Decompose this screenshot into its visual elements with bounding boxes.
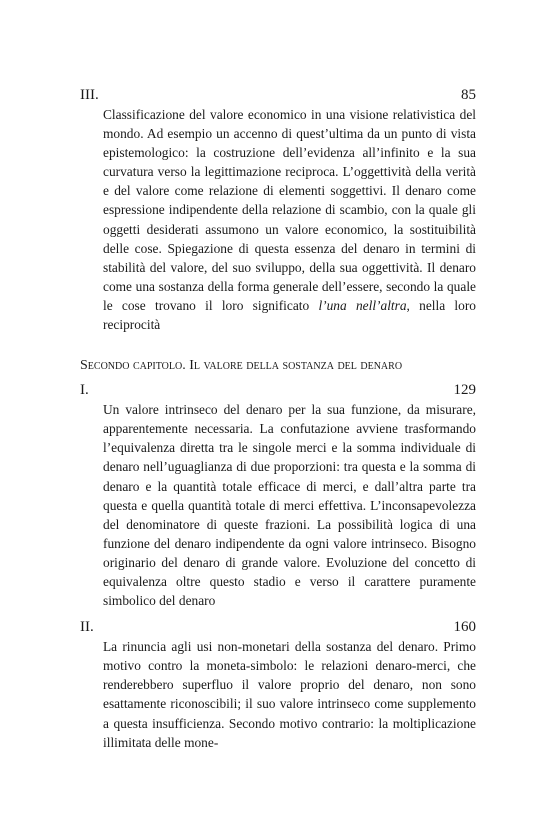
section-page-number: 129	[453, 382, 476, 399]
section-summary: La rinuncia agli usi non-monetari della sostanza del denaro. Primo motivo contro la moneta-simbolo: le relazioni denaro-merci, che renderebbero superfluo il valore proprio del denaro, non sono esattamente riconoscibili; il suo valore intrinseco come supplemento a questa insufficienza. Secondo motivo contrario: la moltiplicazione illimitata delle mone-	[103, 639, 476, 750]
section-summary-italic: l’una nell’altra	[318, 297, 407, 313]
table-of-contents-page	[80, 86, 476, 752]
section-page-number: 85	[461, 87, 476, 103]
section-numeral: II.	[80, 619, 94, 636]
section-summary	[103, 105, 476, 334]
chapter-title	[80, 356, 476, 375]
chapter-title-text: Secondo capitolo. Il valore della sostanza del denaro	[80, 358, 403, 374]
section-summary-text: Classificazione del valore economico in una visione relativistica del mondo. Ad esempio un accenno di quest’ultima da un punto di vista epistemologico: la costruzione dell’evidenza all’infinito e la sua curvatura verso la legittimazione reciproca. L’oggettività della verità e del valore come relazione di elementi soggettivi. Il denaro come espressione indipendente della relazione di scambio, con la quale gli oggetti desiderati assumono un valore economico, la sostituibilità delle cose. Spiegazione di questa essenza del denaro in termini di stabilità del valore, del suo sviluppo, della sua oggettività. Il denaro come una sostanza della forma generale dell’essere, secondo la quale le cose trovano il loro significato	[103, 107, 476, 313]
section-numeral: III.	[80, 87, 99, 103]
section-summary: Un valore intrinseco del denaro per la sua funzione, da misurare, apparentemente necessaria. La confutazione avviene trasformando l’equivalenza diretta tra le singole merci e la somma individuale di denaro nell’uguaglianza di due proporzioni: tra questa e la somma di denaro e la quantità totale efficace di merci, e dall’altra parte tra questa e quella quantità totale di merci effettiva. L’inconsapevolezza del denominatore di queste frazioni. La possibilità logica di una funzione del denaro indipendente da ogni valore intrinseco. Bisogno originario del denaro di grande valore. Evoluzione del concetto di equivalenza oltre questo stadio e verso il carattere puramente simbolico del denaro	[103, 402, 476, 609]
section-heading	[80, 618, 476, 637]
section-heading	[80, 381, 476, 400]
section-page-number: 160	[453, 619, 476, 636]
section-summary-text-end: , nella loro reciprocità	[103, 297, 476, 333]
section-numeral: I.	[80, 382, 89, 399]
section-heading	[80, 86, 476, 105]
